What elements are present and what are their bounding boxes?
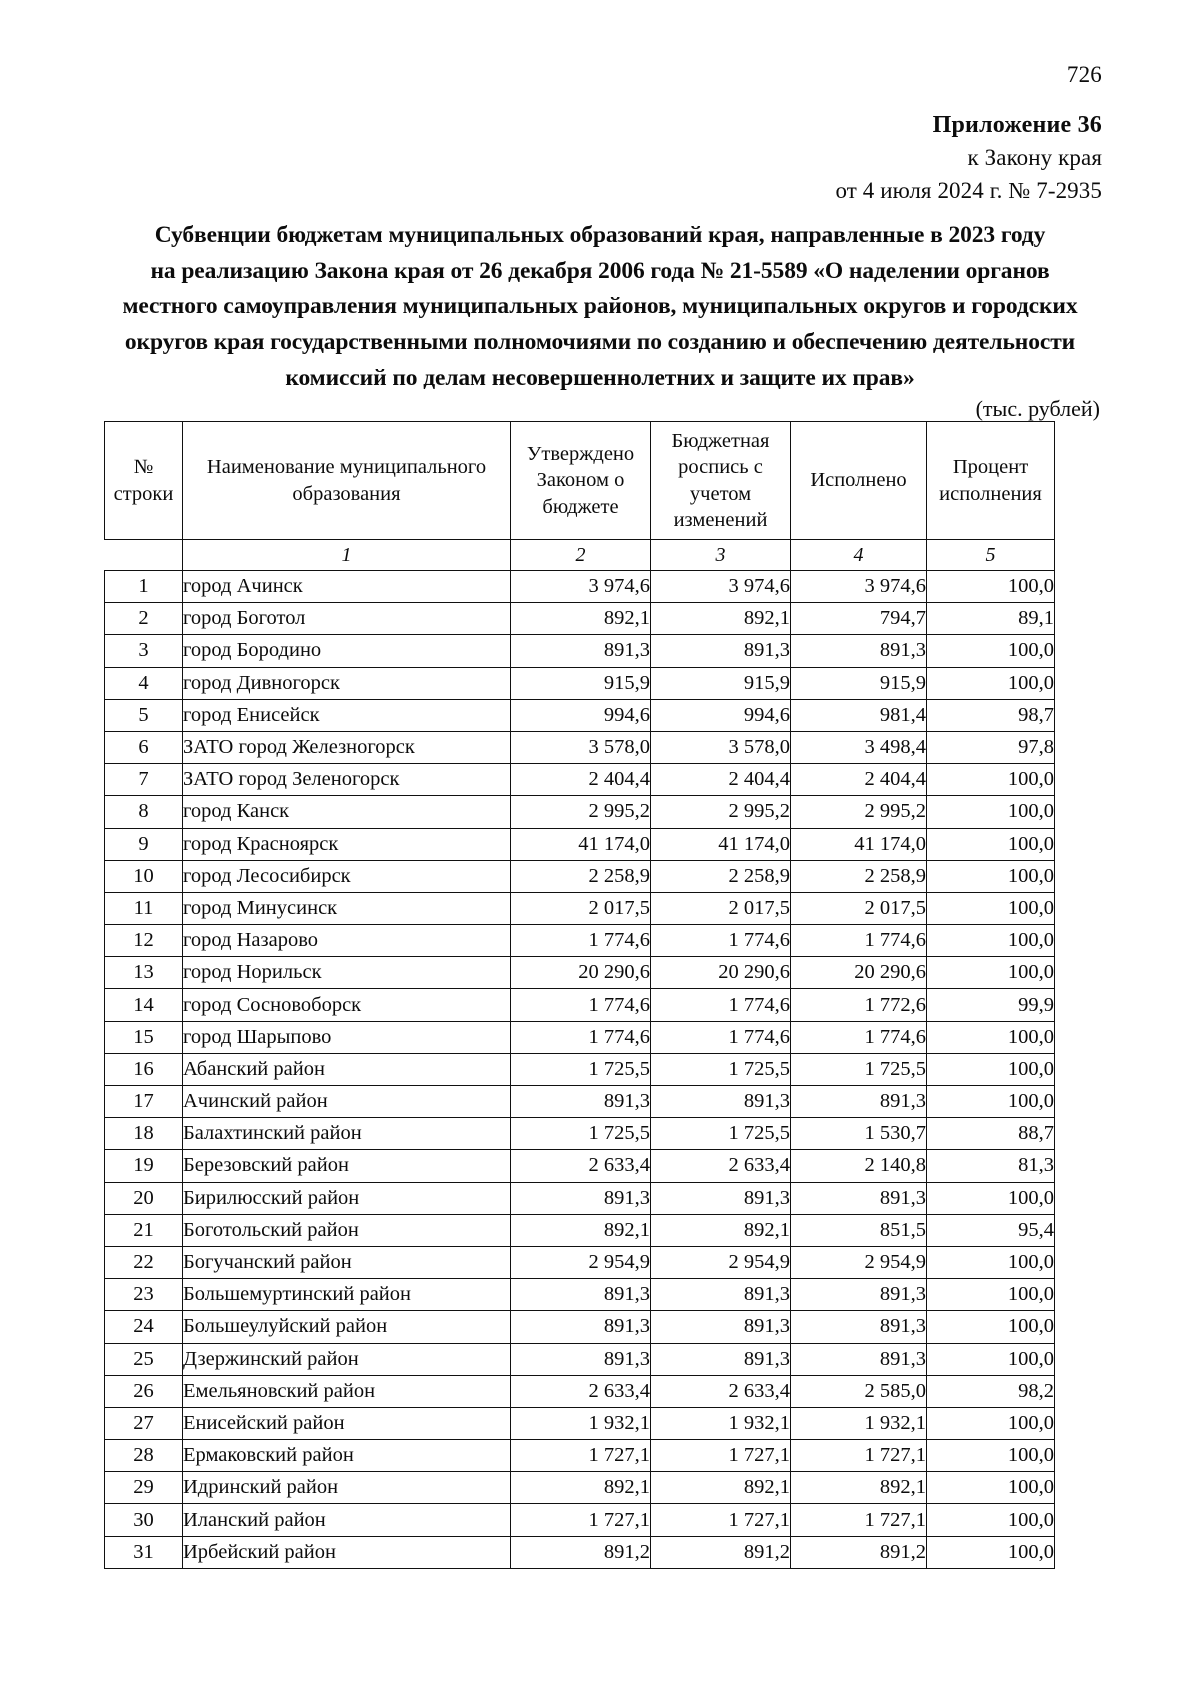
executed-value-cell: 2 258,9 <box>791 860 927 892</box>
executed-value-cell: 851,5 <box>791 1214 927 1246</box>
percent-value-cell: 100,0 <box>927 667 1055 699</box>
municipality-name-cell: город Норильск <box>183 957 511 989</box>
approved-value-cell: 2 995,2 <box>511 796 651 828</box>
approved-value-cell: 915,9 <box>511 667 651 699</box>
budget-list-value-cell: 891,3 <box>651 1279 791 1311</box>
municipality-name-cell: Богучанский район <box>183 1246 511 1278</box>
table-row <box>105 892 1055 924</box>
row-number-cell: 27 <box>105 1407 183 1439</box>
row-number-cell: 21 <box>105 1214 183 1246</box>
header-row-number-line-2: строки <box>113 482 174 505</box>
approved-value-cell: 2 258,9 <box>511 860 651 892</box>
approved-value-cell: 891,3 <box>511 635 651 667</box>
municipality-name-cell: город Лесосибирск <box>183 860 511 892</box>
appendix-title: Приложение 36 <box>932 112 1102 138</box>
document-title-line-4: округов края государственными полномочиями по созданию и обеспечению деятельности <box>124 329 1076 356</box>
executed-value-cell: 1 727,1 <box>791 1440 927 1472</box>
municipality-name-cell: Большемуртинский район <box>183 1279 511 1311</box>
municipality-name-cell: ЗАТО город Железногорск <box>183 731 511 763</box>
percent-value-cell: 100,0 <box>927 860 1055 892</box>
executed-value-cell: 3 974,6 <box>791 571 927 603</box>
approved-value-cell: 1 725,5 <box>511 1053 651 1085</box>
budget-list-value-cell: 892,1 <box>651 603 791 635</box>
executed-value-cell: 20 290,6 <box>791 957 927 989</box>
executed-value-cell: 981,4 <box>791 699 927 731</box>
municipality-name-cell: Идринский район <box>183 1472 511 1504</box>
table-row <box>105 635 1055 667</box>
percent-value-cell: 100,0 <box>927 1311 1055 1343</box>
column-number-3: 3 <box>651 540 791 571</box>
budget-list-value-cell: 3 974,6 <box>651 571 791 603</box>
row-number-cell: 16 <box>105 1053 183 1085</box>
percent-value-cell: 98,7 <box>927 699 1055 731</box>
executed-value-cell: 41 174,0 <box>791 828 927 860</box>
row-number-cell: 18 <box>105 1118 183 1150</box>
row-number-cell: 22 <box>105 1246 183 1278</box>
table-row <box>105 796 1055 828</box>
municipality-name-cell: город Красноярск <box>183 828 511 860</box>
row-number-cell: 29 <box>105 1472 183 1504</box>
percent-value-cell: 95,4 <box>927 1214 1055 1246</box>
percent-value-cell: 81,3 <box>927 1150 1055 1182</box>
table-row <box>105 731 1055 763</box>
row-number-cell: 5 <box>105 699 183 731</box>
budget-list-value-cell: 891,2 <box>651 1536 791 1568</box>
budget-list-value-cell: 2 633,4 <box>651 1375 791 1407</box>
municipality-name-cell: город Назарово <box>183 925 511 957</box>
approved-value-cell: 891,2 <box>511 1536 651 1568</box>
approved-value-cell: 1 774,6 <box>511 989 651 1021</box>
municipality-name-cell: Боготольский район <box>183 1214 511 1246</box>
header-budget-list-line-2: роспись с <box>678 456 763 479</box>
budget-list-value-cell: 20 290,6 <box>651 957 791 989</box>
percent-value-cell: 100,0 <box>927 1504 1055 1536</box>
executed-value-cell: 2 954,9 <box>791 1246 927 1278</box>
municipality-name-cell: Ачинский район <box>183 1086 511 1118</box>
municipality-name-cell: Большеулуйский район <box>183 1311 511 1343</box>
executed-value-cell: 3 498,4 <box>791 731 927 763</box>
executed-value-cell: 1 932,1 <box>791 1407 927 1439</box>
approved-value-cell: 891,3 <box>511 1343 651 1375</box>
row-number-cell: 4 <box>105 667 183 699</box>
executed-value-cell: 891,2 <box>791 1536 927 1568</box>
approved-value-cell: 891,3 <box>511 1311 651 1343</box>
row-number-cell: 25 <box>105 1343 183 1375</box>
table-row <box>105 667 1055 699</box>
executed-value-cell: 1 774,6 <box>791 925 927 957</box>
document-title-line-5: комиссий по делам несовершеннолетних и защите их прав» <box>285 364 915 391</box>
row-number-cell: 9 <box>105 828 183 860</box>
row-number-cell: 2 <box>105 603 183 635</box>
table-row <box>105 957 1055 989</box>
municipality-name-cell: город Енисейск <box>183 699 511 731</box>
header-approved-line-3: бюджете <box>542 495 619 518</box>
approved-value-cell: 891,3 <box>511 1182 651 1214</box>
row-number-cell: 7 <box>105 764 183 796</box>
percent-value-cell: 100,0 <box>927 796 1055 828</box>
table-row <box>105 1021 1055 1053</box>
approved-value-cell: 2 633,4 <box>511 1375 651 1407</box>
budget-list-value-cell: 1 727,1 <box>651 1504 791 1536</box>
approved-value-cell: 1 932,1 <box>511 1407 651 1439</box>
executed-value-cell: 891,3 <box>791 1279 927 1311</box>
approved-value-cell: 3 578,0 <box>511 731 651 763</box>
percent-value-cell: 100,0 <box>927 635 1055 667</box>
row-number-cell: 28 <box>105 1440 183 1472</box>
percent-value-cell: 98,2 <box>927 1375 1055 1407</box>
percent-value-cell: 100,0 <box>927 1053 1055 1085</box>
header-municipality-name <box>183 422 511 540</box>
table-row <box>105 828 1055 860</box>
approved-value-cell: 2 633,4 <box>511 1150 651 1182</box>
percent-value-cell: 100,0 <box>927 925 1055 957</box>
table-row <box>105 1053 1055 1085</box>
percent-value-cell: 100,0 <box>927 1246 1055 1278</box>
header-percent <box>927 422 1055 540</box>
row-number-cell: 14 <box>105 989 183 1021</box>
row-number-cell: 31 <box>105 1536 183 1568</box>
percent-value-cell: 100,0 <box>927 1182 1055 1214</box>
table-row <box>105 1279 1055 1311</box>
table-row <box>105 603 1055 635</box>
table-row <box>105 1343 1055 1375</box>
header-municipality-name-line-1: Наименование муниципального <box>206 456 487 479</box>
municipality-name-cell: город Шарыпово <box>183 1021 511 1053</box>
table-row <box>105 1375 1055 1407</box>
row-number-cell: 30 <box>105 1504 183 1536</box>
percent-value-cell: 97,8 <box>927 731 1055 763</box>
table-body <box>105 571 1055 1569</box>
table-header-row <box>105 422 1055 540</box>
approved-value-cell: 1 774,6 <box>511 1021 651 1053</box>
header-row-number <box>105 422 183 540</box>
budget-list-value-cell: 1 774,6 <box>651 1021 791 1053</box>
approved-value-cell: 20 290,6 <box>511 957 651 989</box>
budget-list-value-cell: 2 017,5 <box>651 892 791 924</box>
percent-value-cell: 100,0 <box>927 957 1055 989</box>
budget-list-value-cell: 2 404,4 <box>651 764 791 796</box>
percent-value-cell: 100,0 <box>927 1536 1055 1568</box>
row-number-cell: 3 <box>105 635 183 667</box>
percent-value-cell: 100,0 <box>927 571 1055 603</box>
column-number-2: 2 <box>511 540 651 571</box>
approved-value-cell: 892,1 <box>511 1214 651 1246</box>
municipality-name-cell: Енисейский район <box>183 1407 511 1439</box>
table-row <box>105 1086 1055 1118</box>
executed-value-cell: 2 404,4 <box>791 764 927 796</box>
percent-value-cell: 100,0 <box>927 1407 1055 1439</box>
budget-list-value-cell: 1 774,6 <box>651 989 791 1021</box>
executed-value-cell: 1 727,1 <box>791 1504 927 1536</box>
budget-list-value-cell: 3 578,0 <box>651 731 791 763</box>
row-number-cell: 24 <box>105 1311 183 1343</box>
executed-value-cell: 891,3 <box>791 1343 927 1375</box>
municipality-name-cell: Емельяновский район <box>183 1375 511 1407</box>
executed-value-cell: 892,1 <box>791 1472 927 1504</box>
percent-value-cell: 100,0 <box>927 1021 1055 1053</box>
percent-value-cell: 100,0 <box>927 828 1055 860</box>
subventions-table <box>104 421 1055 1569</box>
executed-value-cell: 1 725,5 <box>791 1053 927 1085</box>
approved-value-cell: 1 727,1 <box>511 1504 651 1536</box>
municipality-name-cell: Балахтинский район <box>183 1118 511 1150</box>
executed-value-cell: 2 140,8 <box>791 1150 927 1182</box>
row-number-cell: 8 <box>105 796 183 828</box>
percent-value-cell: 100,0 <box>927 1440 1055 1472</box>
column-number-1: 1 <box>183 540 511 571</box>
row-number-cell: 10 <box>105 860 183 892</box>
budget-list-value-cell: 891,3 <box>651 635 791 667</box>
column-number-5: 5 <box>927 540 1055 571</box>
budget-list-value-cell: 892,1 <box>651 1214 791 1246</box>
budget-list-value-cell: 892,1 <box>651 1472 791 1504</box>
approved-value-cell: 2 017,5 <box>511 892 651 924</box>
header-budget-list-line-4: изменений <box>673 508 768 531</box>
approved-value-cell: 994,6 <box>511 699 651 731</box>
subventions-table-container <box>104 421 1054 1569</box>
header-approved <box>511 422 651 540</box>
appendix-law-date: от 4 июля 2024 г. № 7-2935 <box>835 177 1102 203</box>
budget-list-value-cell: 891,3 <box>651 1182 791 1214</box>
budget-list-value-cell: 2 633,4 <box>651 1150 791 1182</box>
municipality-name-cell: ЗАТО город Зеленогорск <box>183 764 511 796</box>
table-row <box>105 699 1055 731</box>
header-row-number-line-1: № <box>133 456 154 479</box>
percent-value-cell: 88,7 <box>927 1118 1055 1150</box>
budget-list-value-cell: 1 725,5 <box>651 1053 791 1085</box>
percent-value-cell: 100,0 <box>927 1279 1055 1311</box>
executed-value-cell: 2 995,2 <box>791 796 927 828</box>
budget-list-value-cell: 1 727,1 <box>651 1440 791 1472</box>
row-number-cell: 12 <box>105 925 183 957</box>
approved-value-cell: 41 174,0 <box>511 828 651 860</box>
municipality-name-cell: город Дивногорск <box>183 667 511 699</box>
budget-list-value-cell: 2 995,2 <box>651 796 791 828</box>
table-row <box>105 1536 1055 1568</box>
table-row <box>105 925 1055 957</box>
municipality-name-cell: Бирилюсский район <box>183 1182 511 1214</box>
municipality-name-cell: город Сосновоборск <box>183 989 511 1021</box>
municipality-name-cell: Ирбейский район <box>183 1536 511 1568</box>
row-number-cell: 1 <box>105 571 183 603</box>
approved-value-cell: 891,3 <box>511 1279 651 1311</box>
row-number-cell: 19 <box>105 1150 183 1182</box>
municipality-name-cell: Дзержинский район <box>183 1343 511 1375</box>
budget-list-value-cell: 2 954,9 <box>651 1246 791 1278</box>
document-title-line-2: на реализацию Закона края от 26 декабря 2006 года № 21-5589 «О наделении органов <box>150 257 1050 284</box>
column-number-4: 4 <box>791 540 927 571</box>
units-note: (тыс. рублей) <box>975 396 1100 421</box>
executed-value-cell: 2 017,5 <box>791 892 927 924</box>
header-budget-list-line-1: Бюджетная <box>671 430 770 453</box>
budget-list-value-cell: 891,3 <box>651 1311 791 1343</box>
approved-value-cell: 1 727,1 <box>511 1440 651 1472</box>
approved-value-cell: 2 954,9 <box>511 1246 651 1278</box>
municipality-name-cell: город Ачинск <box>183 571 511 603</box>
percent-value-cell: 99,9 <box>927 989 1055 1021</box>
approved-value-cell: 1 725,5 <box>511 1118 651 1150</box>
executed-value-cell: 2 585,0 <box>791 1375 927 1407</box>
header-budget-list <box>651 422 791 540</box>
executed-value-cell: 1 772,6 <box>791 989 927 1021</box>
executed-value-cell: 891,3 <box>791 1311 927 1343</box>
table-head <box>105 422 1055 571</box>
appendix-law-reference: к Закону края <box>967 145 1102 171</box>
approved-value-cell: 2 404,4 <box>511 764 651 796</box>
header-executed: Исполнено <box>791 422 927 540</box>
table-row <box>105 860 1055 892</box>
header-municipality-name-line-2: образования <box>292 482 401 505</box>
percent-value-cell: 100,0 <box>927 764 1055 796</box>
table-row <box>105 1150 1055 1182</box>
budget-list-value-cell: 891,3 <box>651 1086 791 1118</box>
row-number-cell: 23 <box>105 1279 183 1311</box>
approved-value-cell: 892,1 <box>511 1472 651 1504</box>
municipality-name-cell: Абанский район <box>183 1053 511 1085</box>
row-number-cell: 26 <box>105 1375 183 1407</box>
table-row <box>105 989 1055 1021</box>
approved-value-cell: 3 974,6 <box>511 571 651 603</box>
municipality-name-cell: город Бородино <box>183 635 511 667</box>
executed-value-cell: 1 530,7 <box>791 1118 927 1150</box>
table-row <box>105 1407 1055 1439</box>
table-row <box>105 1440 1055 1472</box>
budget-list-value-cell: 2 258,9 <box>651 860 791 892</box>
municipality-name-cell: Березовский район <box>183 1150 511 1182</box>
table-row <box>105 1472 1055 1504</box>
executed-value-cell: 1 774,6 <box>791 1021 927 1053</box>
table-row <box>105 764 1055 796</box>
municipality-name-cell: город Канск <box>183 796 511 828</box>
approved-value-cell: 891,3 <box>511 1086 651 1118</box>
executed-value-cell: 891,3 <box>791 1086 927 1118</box>
percent-value-cell: 100,0 <box>927 1472 1055 1504</box>
row-number-cell: 20 <box>105 1182 183 1214</box>
header-approved-line-2: Законом о <box>536 469 625 492</box>
municipality-name-cell: город Боготол <box>183 603 511 635</box>
row-number-cell: 6 <box>105 731 183 763</box>
municipality-name-cell: Иланский район <box>183 1504 511 1536</box>
row-number-cell: 15 <box>105 1021 183 1053</box>
appendix-header <box>835 108 1102 207</box>
document-title <box>100 218 1100 397</box>
column-numbering-row <box>105 540 1055 571</box>
header-approved-line-1: Утверждено <box>526 443 635 466</box>
column-number-blank <box>105 540 183 571</box>
approved-value-cell: 1 774,6 <box>511 925 651 957</box>
executed-value-cell: 794,7 <box>791 603 927 635</box>
header-budget-list-line-3: учетом <box>689 482 752 505</box>
row-number-cell: 13 <box>105 957 183 989</box>
percent-value-cell: 100,0 <box>927 1086 1055 1118</box>
budget-list-value-cell: 1 774,6 <box>651 925 791 957</box>
document-title-line-1: Субвенции бюджетам муниципальных образований края, направленные в 2023 году <box>154 222 1046 248</box>
percent-value-cell: 100,0 <box>927 892 1055 924</box>
municipality-name-cell: город Минусинск <box>183 892 511 924</box>
executed-value-cell: 915,9 <box>791 667 927 699</box>
executed-value-cell: 891,3 <box>791 1182 927 1214</box>
header-percent-line-2: исполнения <box>939 482 1042 505</box>
row-number-cell: 11 <box>105 892 183 924</box>
row-number-cell: 17 <box>105 1086 183 1118</box>
budget-list-value-cell: 994,6 <box>651 699 791 731</box>
percent-value-cell: 89,1 <box>927 603 1055 635</box>
budget-list-value-cell: 915,9 <box>651 667 791 699</box>
budget-list-value-cell: 41 174,0 <box>651 828 791 860</box>
approved-value-cell: 892,1 <box>511 603 651 635</box>
table-row <box>105 1504 1055 1536</box>
budget-list-value-cell: 891,3 <box>651 1343 791 1375</box>
budget-list-value-cell: 1 932,1 <box>651 1407 791 1439</box>
header-percent-line-1: Процент <box>952 456 1029 479</box>
municipality-name-cell: Ермаковский район <box>183 1440 511 1472</box>
table-row <box>105 1118 1055 1150</box>
table-row <box>105 1214 1055 1246</box>
percent-value-cell: 100,0 <box>927 1343 1055 1375</box>
table-row <box>105 571 1055 603</box>
budget-list-value-cell: 1 725,5 <box>651 1118 791 1150</box>
page-number: 726 <box>1066 62 1102 87</box>
table-row <box>105 1182 1055 1214</box>
table-row <box>105 1246 1055 1278</box>
table-row <box>105 1311 1055 1343</box>
document-title-line-3: местного самоуправления муниципальных районов, муниципальных округов и городских <box>122 293 1078 320</box>
executed-value-cell: 891,3 <box>791 635 927 667</box>
